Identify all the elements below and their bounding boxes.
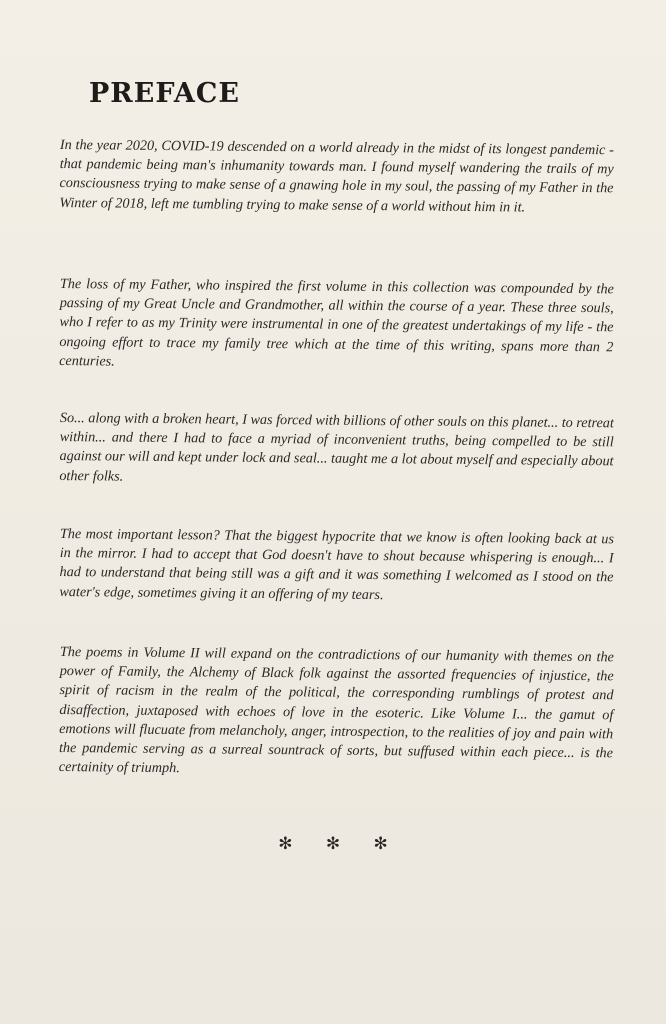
preface-paragraph-4: The most important lesson? That the biggest hypocrite that we know is often looking back at us in the mirror. I had to accept that God doesn't have to shout because whispering is enough... I had to understand that being still was a gift and it was something I welcomed as I stood on the water's edge, sometimes giving it an offering of my tears. [59, 525, 614, 603]
preface-paragraph-3: So... along with a broken heart, I was forced with billions of other souls on this planet... to retreat within... and there I had to face a myriad of inconvenient truths, being compelled to be still against our will and kept under lock and seal... taught me a lot about myself and especially about other folks. [59, 409, 614, 485]
preface-paragraph-2: The loss of my Father, who inspired the first volume in this collection was compounded by the passing of my Great Uncle and Grandmother, all within the course of a year. These three souls, who I refer to as my Trinity were instrumental in one of the greatest undertakings of my life - the ongoing effort to trace my family tree which at the time of this writing, spans more than 2 centuries. [59, 275, 614, 370]
preface-paragraph-5: The poems in Volume II will expand on the contradictions of our humanity with themes on the power of Family, the Alchemy of Black folk against the assorted frequencies of injustice, the spirit of racism in the realm of the political, the corresponding rumblings of protest and disaffection, juxtaposed with echoes of love in the esoteric. Like Volume I... the gamut of emotions will flucuate from melancholy, anger, introspection, to the realities of joy and pain with the pandemic serving as a surreal sountrack of sorts, but suffused within each piece... is the certainity of triumph. [58, 643, 614, 777]
section-divider-ornament: ✻ ✻ ✻ [278, 834, 402, 854]
page-title: PREFACE [89, 78, 240, 109]
preface-paragraph-1: In the year 2020, COVID-19 descended on a world already in the midst of its longest pandemic - that pandemic being man's inhumanity towards man. I found myself wandering the trails of my consciousness trying to make sense of a gnawing hole in my soul, the passing of my Father in the Winter of 2018, left me tumbling trying to make sense of a world without him in it. [59, 136, 614, 216]
